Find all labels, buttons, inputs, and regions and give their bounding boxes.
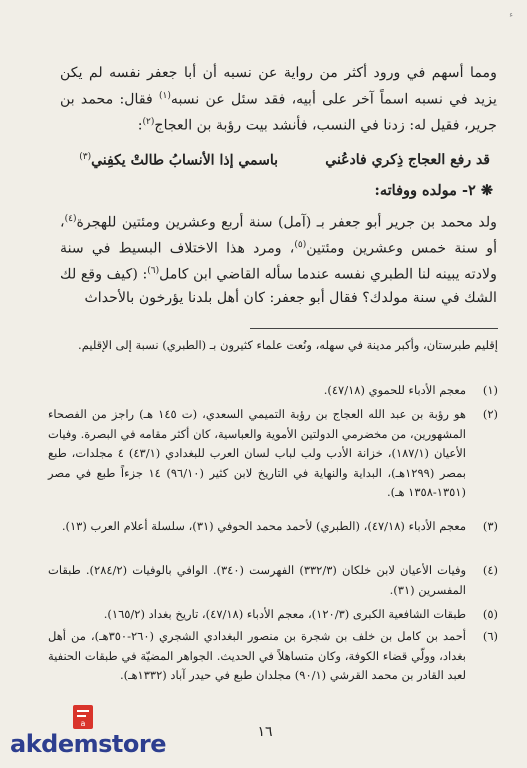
- footnote-4: [48, 561, 498, 600]
- svg-text:a: a: [80, 719, 86, 728]
- footnote-ref-3: (٣): [79, 152, 92, 162]
- footnote-number: (١): [482, 383, 498, 397]
- footnote-ref-4: (٤): [64, 214, 77, 224]
- body-paragraph-2: [60, 208, 497, 309]
- section-heading: ❋ ٢- مولده ووفاته:: [374, 182, 493, 199]
- paragraph-2-part-d: : (كيف وقع لك الشك في سنة مولدك؟ فقال أبو جعفر: كان أهل بلدنا يؤرخون بالأحداث: [60, 267, 497, 306]
- footnote-number: (٢): [482, 407, 498, 421]
- footnote-continuation: إقليم طبرستان، وأكبر مدينة في سهله، ونُعت علماء كثيرون بـ (الطبري) نسبة إلى الإقليم.: [78, 338, 498, 352]
- verse-second-hemistich: [79, 152, 278, 169]
- footnote-3: [48, 517, 498, 537]
- footnote-ref-1: (١): [159, 90, 171, 101]
- footnote-ref-5: (٥): [294, 240, 307, 251]
- footnote-ref-2: (٢): [142, 116, 155, 127]
- footnote-text: وفيات الأعيان لابن خلكان (٣٣٢/٣) الفهرست (٣٤٠). الوافي بالوفيات (٢٨٤/٢). طبقات المفسرين (٣١).: [48, 563, 466, 597]
- footnote-text: معجم الأدباء للحموي (٤٧/١٨).: [323, 383, 466, 397]
- footnote-ref-6: (٦): [147, 266, 160, 277]
- paragraph-1-text: [60, 62, 497, 137]
- verse-first-hemistich: قد رفع العجاج ذِكري فادعُني: [325, 152, 490, 168]
- verse-second-text: باسمي إذا الأنسابُ طالتْ يكفِني: [91, 152, 278, 169]
- footnote-text: معجم الأدباء (٤٧/١٨)، (الطبري) لأحمد محمد الحوفي (٣١)، سلسلة أعلام العرب (١٣).: [61, 519, 466, 533]
- store-watermark-text: akdemstore: [10, 730, 166, 758]
- footnote-text: طبقات الشافعية الكبرى (١٢٠/٣)، معجم الأدباء (٤٧/١٨)، تاريخ بغداد (١٦٥/٢).: [103, 607, 466, 621]
- footnote-number: (٥): [482, 607, 498, 621]
- footnote-text: أحمد بن كامل بن خلف بن شجرة بن منصور البغدادي الشجري (٢٦٠-٣٥٠هـ)، من أهل بغداد، وولّي قضاء الكوفة، وكان متساهلاً في الحديث. الجواهر المضيّة في طبقات الحنفية لعبد القادر بن محمد القرشي (٩٠/١) مجلدان طبع في حيدر آباد (١٣٣٢هـ).: [48, 629, 467, 682]
- footnote-6: [48, 627, 498, 686]
- corner-mark: ء: [509, 10, 513, 19]
- paragraph-2-part-a: ولد محمد بن جرير أبو جعفر بـ (آمل) سنة أربع وعشرين ومئتين للهجرة: [76, 214, 497, 231]
- paragraph-2-part-b: ، أو سنة خمس وعشرين ومئتين: [60, 214, 498, 257]
- footnote-2: [48, 405, 498, 503]
- paragraph-1-part-b: فقال: محمد بن جرير، فقيل له: زدنا في النسب، فأنشد بيت رؤبة بن العجاج: [60, 91, 497, 134]
- footnote-number: (٣): [482, 519, 498, 533]
- paragraph-1-part-c: :: [137, 117, 143, 134]
- poetry-verse: [50, 152, 490, 174]
- body-paragraph-1: [60, 62, 497, 137]
- footnote-number: (٦): [482, 629, 498, 643]
- paragraph-2-part-c: ، ومرد هذا الاختلاف البسيط في سنة ولادته يبينه لنا الطبري نفسه عندما سأله القاضي ابن كامل: [60, 240, 497, 284]
- footnote-1: [48, 381, 498, 401]
- footnote-separator: [250, 328, 498, 329]
- book-icon: [72, 704, 94, 730]
- footnote-number: (٤): [482, 563, 498, 577]
- footnote-text: هو رؤبة بن عبد الله العجاج بن رؤبة التميمي السعدي، (ت ١٤٥ هـ) راجز من الفصحاء المشهورين، من مخضرمي الدولتين الأموية والعباسية، كان أكثر مقامه في البصرة. وفيات الأعيان (١٨٧/١)، خزانة الأدب ولب لباب لسان العرب للبغدادي (٤٣/١) ٤ مجلدات، طبع بمصر (١٢٩٩هـ)، البداية والنهاية في التاريخ لابن كثير (٩٦/١٠) ١٤ جزءاً طبع في مصر (١٣٥١-١٣٥٨ هـ).: [48, 407, 467, 499]
- footnote-5: [48, 605, 498, 625]
- page-number: ١٦: [257, 724, 273, 740]
- paragraph-1-part-a: ومما أسهم في ورود أكثر من رواية عن نسبه أن أبا جعفر نفسه لم يكن يزيد في نسبه اسماً آخر على أبيه، فقد سئل عن نسبه: [60, 65, 498, 108]
- paragraph-2-text: [60, 208, 497, 309]
- store-watermark-logo: [10, 704, 180, 760]
